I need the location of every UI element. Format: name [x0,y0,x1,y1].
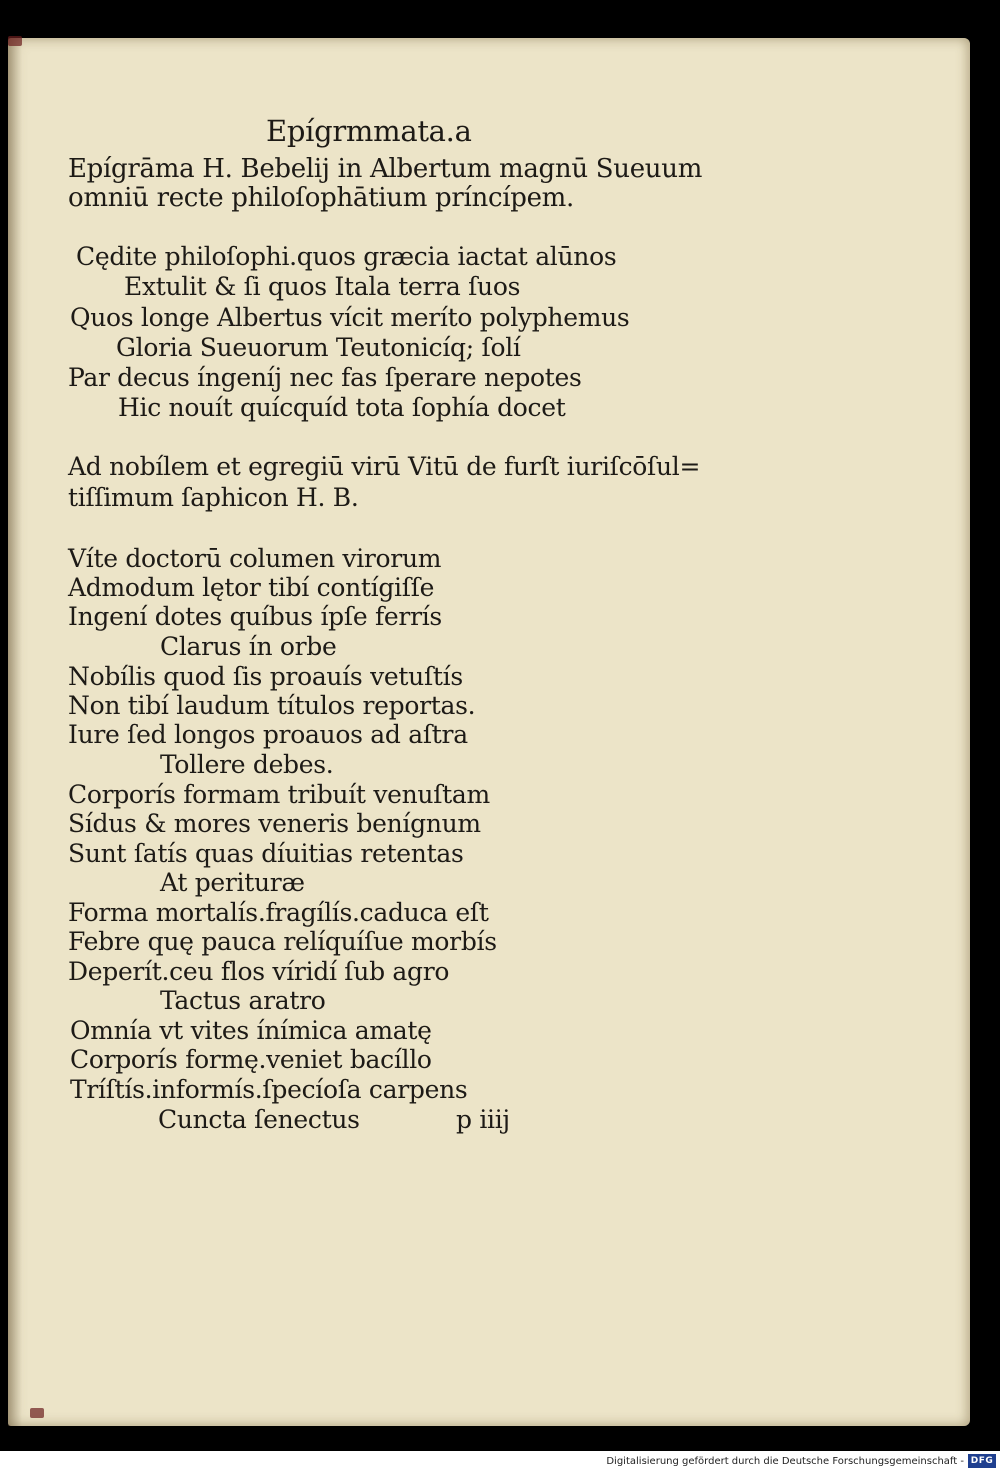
text-line: Corporís formam tribuít venuſtam [68,780,490,809]
text-line: Omnía vt vites ínímica amatę [70,1016,432,1045]
text-line: Cędite philoſophi.quos græcia iactat alūnos [76,242,617,271]
signature-mark: p iiij [456,1105,510,1134]
text-line: Tríſtís.informís.ſpecíoſa carpens [70,1075,468,1104]
text-line: Nobílis quod ſis proauís vetuſtís [68,662,463,691]
dfg-logo-icon: DFG [968,1454,996,1468]
text-line: Víte doctorū columen virorum [68,544,442,573]
text-line: Quos longe Albertus vícit meríto polyphemus [70,303,630,332]
text-line: Sunt ſatís quas díuitias retentas [68,839,464,868]
text-line: Tollere debes. [160,750,334,779]
text-line: Corporís formę.veniet bacíllo [70,1045,432,1074]
text-line: Hic nouít quícquíd tota ſophía docet [118,393,566,422]
text-line: Ingení dotes quíbus ípſe ferrís [68,602,442,631]
text-line: Par decus íngeníj nec fas ſperare nepotes [68,363,582,392]
text-line: Febre quę pauca relíquíſue morbís [68,927,497,956]
text-line: Admodum lętor tibí contígiſſe [68,573,435,602]
footer-credit: Digitalisierung gefördert durch die Deutsche Forschungsgemeinschaft - [606,1456,964,1467]
text-line: Tactus aratro [160,986,326,1015]
text-line: omniū recte philoſophātium príncípem. [68,183,574,213]
text-line: Clarus ín orbe [160,632,337,661]
text-line: Deperít.ceu flos víridí ſub agro [68,957,450,986]
page-heading: Epígrmmata.a [266,114,472,148]
text-line: Extulit & ſi quos Itala terra ſuos [124,272,521,301]
bottom-left-stain [30,1408,44,1418]
text-line: Iure ſed longos proauos ad aſtra [68,720,468,749]
text-line: Non tibí laudum títulos reportas. [68,691,476,720]
text-line: Cuncta ſenectus [158,1105,360,1134]
text-line: Sídus & mores veneris benígnum [68,809,481,838]
text-line: At perituræ [160,868,305,897]
text-line: Ad nobílem et egregiū virū Vitū de furſt iuriſcōſul= [68,452,701,481]
text-line: Forma mortalís.fragílís.caduca eſt [68,898,489,927]
text-line: Epígrāma H. Bebelij in Albertum magnū Sueuum [68,154,703,184]
text-line: tiſſimum ſaphicon H. B. [68,483,359,512]
top-left-stain [8,36,22,46]
text-line: Gloria Sueuorum Teutonicíq; ſolí [116,333,521,362]
